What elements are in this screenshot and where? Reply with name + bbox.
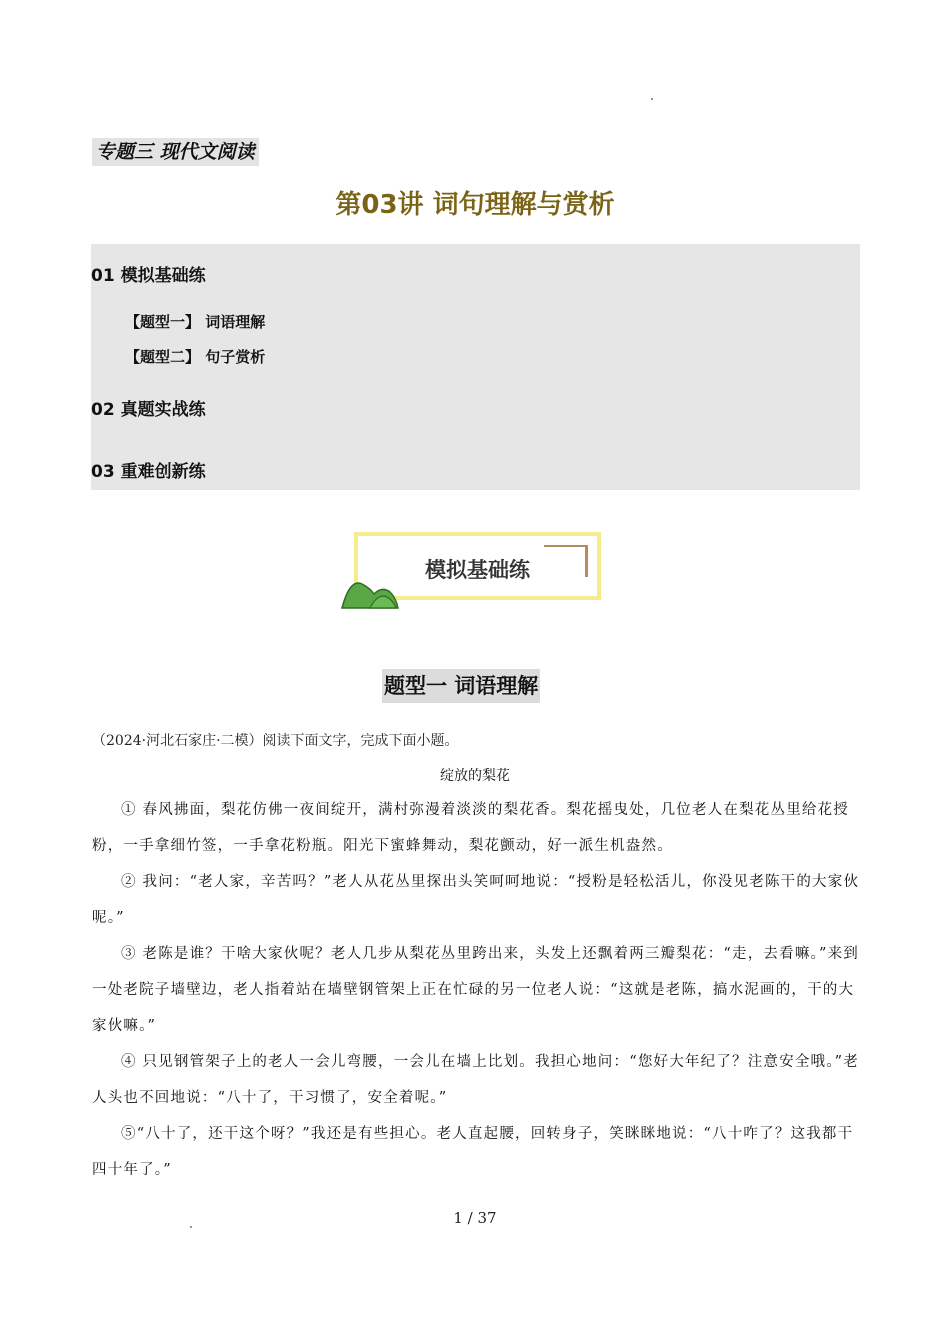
reading-passage — [92, 792, 860, 1188]
paragraph: ② 我问：“老人家，辛苦吗？”老人从花丛里探出头笑呵呵地说：“授粉是轻松活儿，你没见老陈干的大家伙呢。” — [92, 874, 860, 926]
toc-subsection-2: 【题型二】 句子赏析 — [125, 348, 266, 366]
paragraph: ⑤“八十了，还干这个呀？”我还是有些担心。老人直起腰，回转身子，笑眯眯地说：“八十咋了？这我都干四十年了。” — [92, 1126, 854, 1178]
page-number: 1 / 37 — [453, 1209, 497, 1227]
paragraph: ④ 只见钢管架子上的老人一会儿弯腰，一会儿在墙上比划。我担心地问：“您好大年纪了？注意安全哦。”老人头也不回地说：“八十了，干习惯了，安全着呢。” — [92, 1054, 859, 1106]
mountain-icon — [340, 574, 400, 610]
topic-label: 专题三 现代文阅读 — [92, 138, 259, 166]
toc-section-1: 01 模拟基础练 — [91, 266, 206, 286]
paragraph: ③ 老陈是谁？干啥大家伙呢？老人几步从梨花丛里跨出来，头发上还飘着两三瓣梨花：“走，去看嘛。”来到一处老院子墙壁边，老人指着站在墙壁钢管架上正在忙碌的另一位老人说：“这就是老陈，搞水泥画的，干的大家伙嘛。” — [92, 946, 859, 1034]
toc-section-3: 03 重难创新练 — [91, 462, 206, 482]
lecture-title: 第03讲 词句理解与赏析 — [335, 190, 615, 220]
banner-label: 模拟基础练 — [425, 558, 530, 582]
question-source: （2024·河北石家庄·二模）阅读下面文字，完成下面小题。 — [92, 733, 459, 749]
question-type-heading: 题型一 词语理解 — [382, 669, 540, 703]
passage-title: 绽放的梨花 — [440, 768, 510, 784]
paragraph: ① 春风拂面，梨花仿佛一夜间绽开，满村弥漫着淡淡的梨花香。梨花摇曳处，几位老人在梨花丛里给花授粉，一手拿细竹签，一手拿花粉瓶。阳光下蜜蜂舞动，梨花颤动，好一派生机盎然。 — [92, 802, 850, 854]
toc-section-2: 02 真题实战练 — [91, 400, 206, 420]
banner-corner-line — [544, 545, 588, 547]
speck-top — [651, 98, 653, 100]
toc-subsection-1: 【题型一】 词语理解 — [125, 313, 266, 331]
table-of-contents — [91, 244, 860, 490]
